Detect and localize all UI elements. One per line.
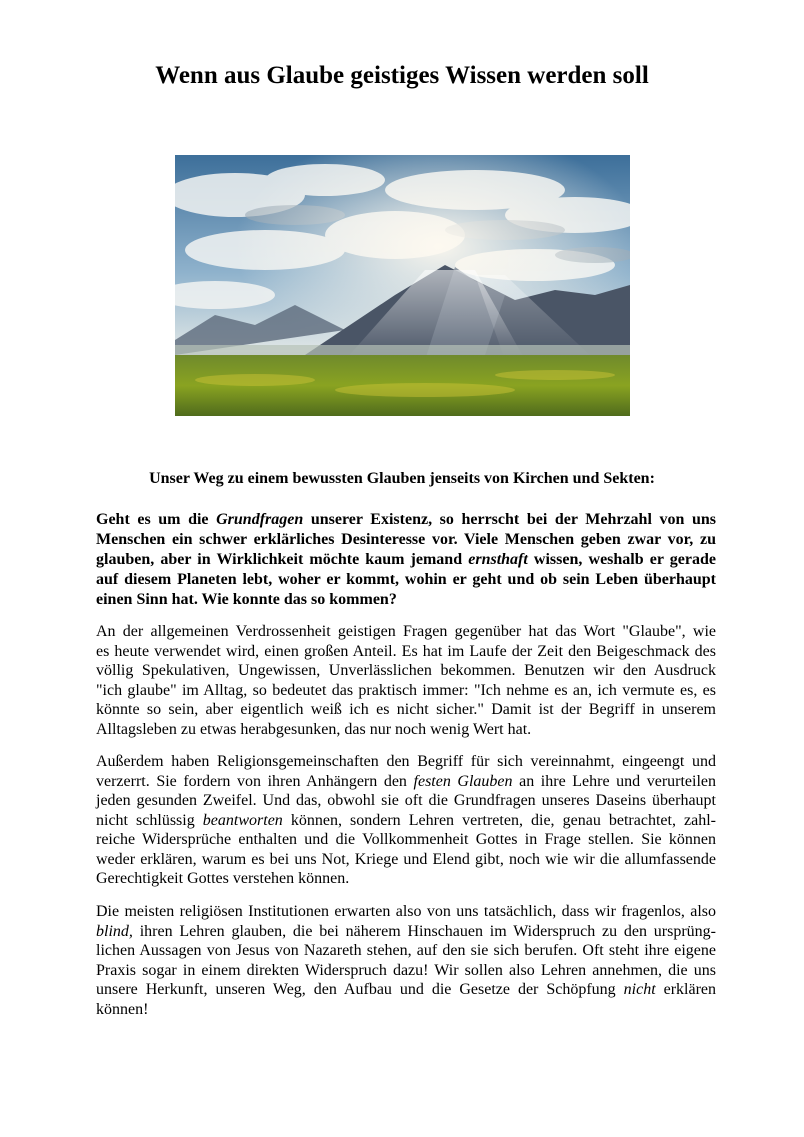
text-line: blind, ihren Lehren glauben, die bei näherem Hinschauen im Widerspruch zu den ursprüng- (96, 922, 716, 940)
text-line: "ich glaube" im Alltag, so bedeutet das praktisch immer: "Ich nehme es an, ich vermute es, es (96, 681, 716, 699)
text-line: können! (96, 1000, 149, 1018)
text-line: lichen Aussagen von Jesus von Nazareth stehen, auf den sie sich berufen. Oft steht ihre eigene (96, 942, 716, 959)
text-line: weder erklären, warum es bei uns Not, Kriege und Elend gibt, noch wie wir die allumfassende (96, 850, 716, 868)
text-line: Praxis sogar in einem direkten Widerspruch dazu! Wir sollen also Lehren annehmen, die uns (96, 961, 716, 979)
body-paragraph (96, 902, 716, 1019)
text-line: völlig Spekulativen, Ungewissen, Unverlässlichen bekommen. Benutzen wir den Ausdruck (96, 662, 716, 679)
text-line: könnte so sein, aber eigentlich weiß ich es nicht sicher." Damit ist der Begriff in unserem (96, 701, 716, 718)
text-line: nicht schlüssig beantworten können, sondern Lehren vertreten, die, genau betrachtet, zahl- (96, 811, 716, 829)
text-line: auf diesem Planeten lebt, woher er kommt, wohin er geht und ob sein Leben überhaupt (96, 571, 716, 588)
text-line: Alltagsleben zu etwas herabgesunken, das nur noch wenig Wert hat. (96, 720, 532, 738)
mountain-landscape-photo-icon (175, 155, 630, 416)
text-line: glauben, aber in Wirklichkeit möchte kaum jemand ernsthaft wissen, weshalb er gerade (96, 551, 716, 568)
text-line: Geht es um die Grundfragen unserer Existenz, so herrscht bei der Mehrzahl von uns (96, 511, 716, 528)
text-line: es heute verwendet wird, einen großen Anteil. Es hat im Laufe der Zeit den Beigeschmack des (96, 642, 716, 660)
body-paragraph (96, 752, 716, 889)
text-line: Gerechtigkeit Gottes verstehen können. (96, 870, 350, 887)
text-line: Menschen ein schwer erklärliches Desinteresse vor. Viele Menschen geben zwar vor, zu (96, 531, 716, 548)
text-line: unsere Herkunft, unseren Weg, den Aufbau und die Gesetze der Schöpfung nicht erklären (96, 981, 717, 998)
section-subtitle: Unser Weg zu einem bewussten Glauben jenseits von Kirchen und Sekten: (149, 470, 655, 487)
text-line: An der allgemeinen Verdrossenheit geistigen Fragen gegenüber hat das Wort "Glaube", wie (96, 623, 716, 640)
text-line: einen Sinn hat. Wie konnte das so kommen? (96, 591, 397, 608)
text-line: Außerdem haben Religionsgemeinschaften den Begriff für sich vereinnahmt, eingeengt und (96, 753, 716, 770)
text-line: jeden gesunden Zweifel. Und das, obwohl sie oft die Grundfragen unseres Daseins überhaupt (96, 792, 716, 809)
text-line: verzerrt. Sie fordern von ihren Anhängern den festen Glauben an ihre Lehre und verurteilen (96, 772, 717, 790)
body-paragraph (96, 622, 716, 739)
text-line: Die meisten religiösen Institutionen erwarten also von uns tatsächlich, dass wir fragenlos, also (96, 903, 716, 920)
page-title: Wenn aus Glaube geistiges Wissen werden soll (155, 62, 649, 89)
text-line: reiche Widersprüche enthalten und die Vollkommenheit Gottes in Frage stellen. Sie können (96, 831, 716, 848)
lead-paragraph (96, 510, 716, 610)
hero-image (175, 155, 630, 416)
